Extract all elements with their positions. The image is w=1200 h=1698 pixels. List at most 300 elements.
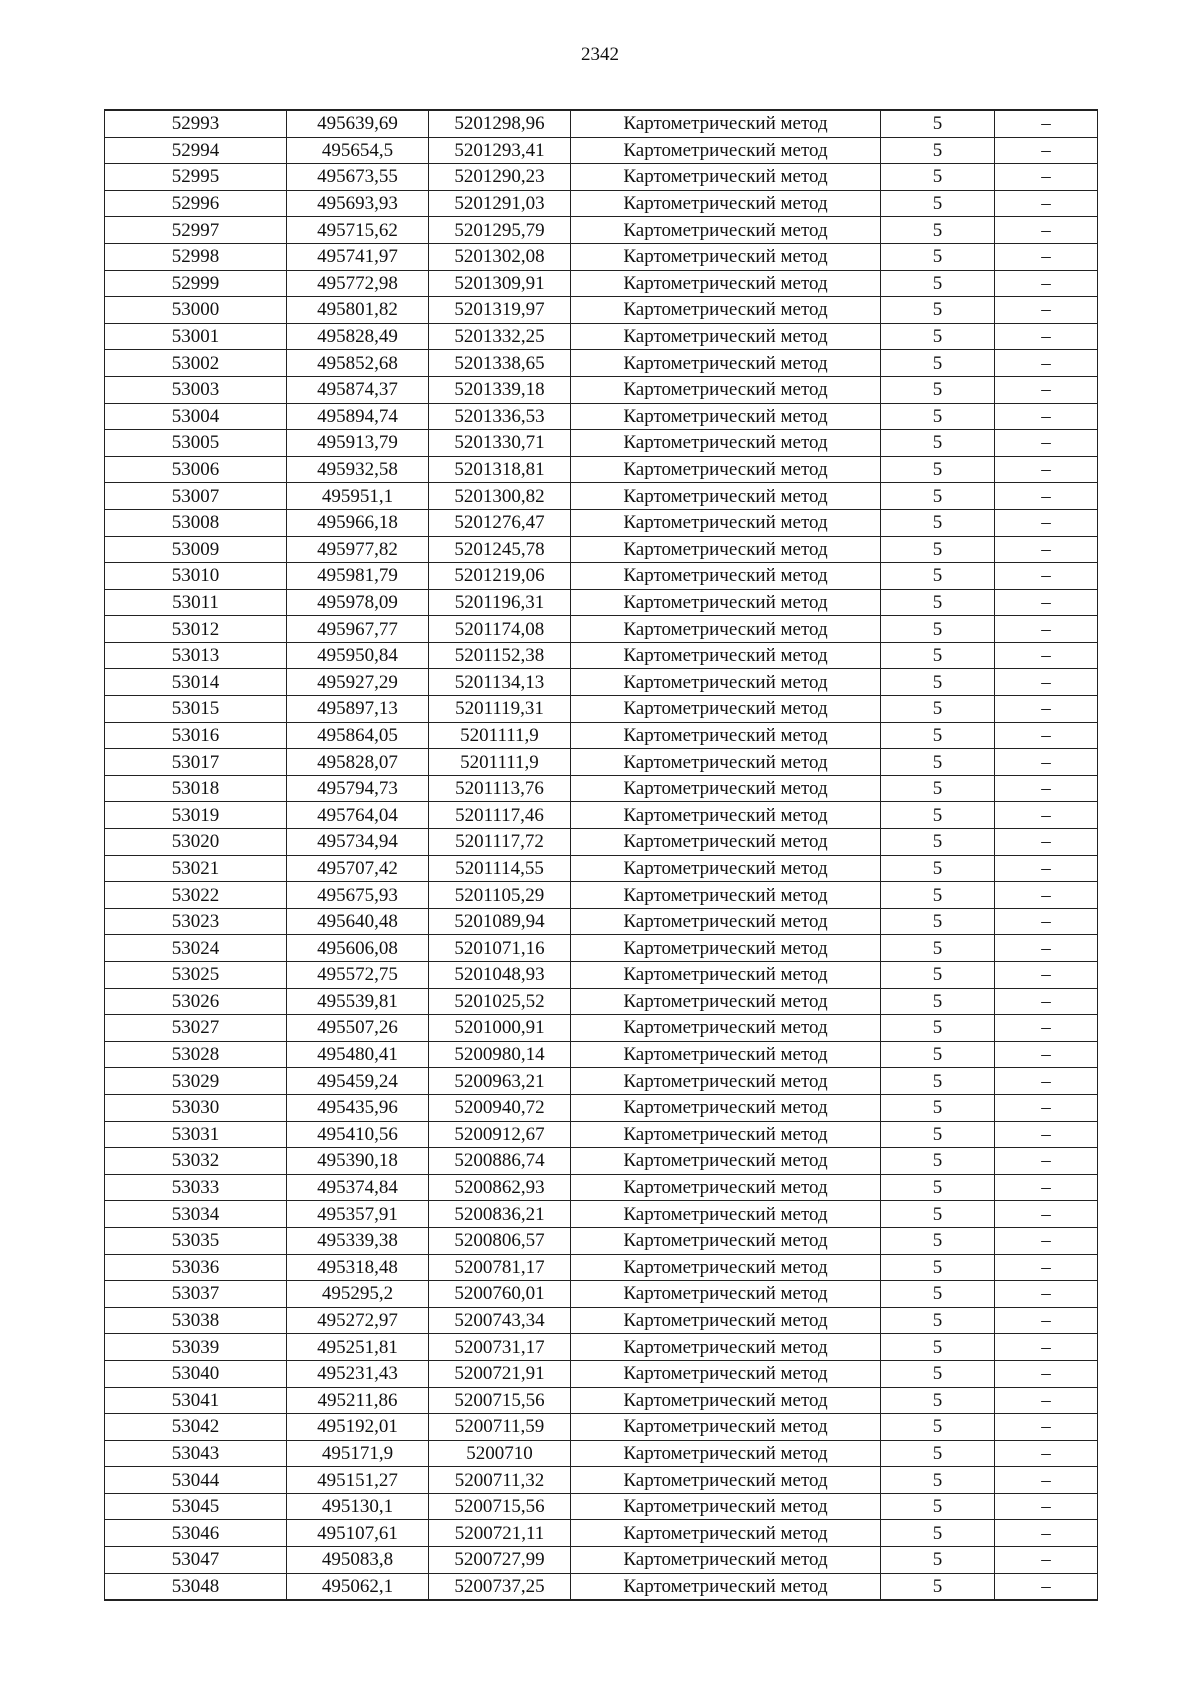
x-coordinate-cell: 495828,49 bbox=[287, 323, 429, 350]
accuracy-cell: 5 bbox=[881, 190, 995, 217]
y-coordinate-cell: 5201291,03 bbox=[429, 190, 571, 217]
y-coordinate-cell: 5200711,59 bbox=[429, 1414, 571, 1441]
accuracy-cell: 5 bbox=[881, 1227, 995, 1254]
x-coordinate-cell: 495927,29 bbox=[287, 669, 429, 696]
method-cell: Картометрический метод bbox=[571, 935, 881, 962]
x-coordinate-cell: 495673,55 bbox=[287, 164, 429, 191]
y-coordinate-cell: 5201134,13 bbox=[429, 669, 571, 696]
table-row bbox=[105, 1254, 1098, 1281]
note-cell: – bbox=[995, 164, 1098, 191]
point-number-cell: 53046 bbox=[105, 1520, 287, 1547]
method-cell: Картометрический метод bbox=[571, 696, 881, 723]
note-cell: – bbox=[995, 1387, 1098, 1414]
accuracy-cell: 5 bbox=[881, 483, 995, 510]
y-coordinate-cell: 5201245,78 bbox=[429, 536, 571, 563]
method-cell: Картометрический метод bbox=[571, 323, 881, 350]
table-row bbox=[105, 1041, 1098, 1068]
accuracy-cell: 5 bbox=[881, 962, 995, 989]
point-number-cell: 53016 bbox=[105, 722, 287, 749]
y-coordinate-cell: 5201318,81 bbox=[429, 456, 571, 483]
method-cell: Картометрический метод bbox=[571, 1041, 881, 1068]
y-coordinate-cell: 5201336,53 bbox=[429, 403, 571, 430]
table-row bbox=[105, 350, 1098, 377]
x-coordinate-cell: 495572,75 bbox=[287, 962, 429, 989]
note-cell: – bbox=[995, 1520, 1098, 1547]
note-cell: – bbox=[995, 217, 1098, 244]
point-number-cell: 53039 bbox=[105, 1334, 287, 1361]
note-cell: – bbox=[995, 829, 1098, 856]
method-cell: Картометрический метод bbox=[571, 855, 881, 882]
note-cell: – bbox=[995, 642, 1098, 669]
x-coordinate-cell: 495967,77 bbox=[287, 616, 429, 643]
y-coordinate-cell: 5201105,29 bbox=[429, 882, 571, 909]
accuracy-cell: 5 bbox=[881, 1148, 995, 1175]
accuracy-cell: 5 bbox=[881, 802, 995, 829]
note-cell: – bbox=[995, 350, 1098, 377]
method-cell: Картометрический метод bbox=[571, 137, 881, 164]
point-number-cell: 53047 bbox=[105, 1547, 287, 1574]
x-coordinate-cell: 495894,74 bbox=[287, 403, 429, 430]
table-row bbox=[105, 110, 1098, 137]
x-coordinate-cell: 495435,96 bbox=[287, 1094, 429, 1121]
method-cell: Картометрический метод bbox=[571, 1493, 881, 1520]
table-row bbox=[105, 1201, 1098, 1228]
method-cell: Картометрический метод bbox=[571, 1334, 881, 1361]
accuracy-cell: 5 bbox=[881, 882, 995, 909]
accuracy-cell: 5 bbox=[881, 1547, 995, 1574]
y-coordinate-cell: 5201196,31 bbox=[429, 589, 571, 616]
y-coordinate-cell: 5201152,38 bbox=[429, 642, 571, 669]
point-number-cell: 53005 bbox=[105, 430, 287, 457]
y-coordinate-cell: 5201174,08 bbox=[429, 616, 571, 643]
method-cell: Картометрический метод bbox=[571, 1281, 881, 1308]
accuracy-cell: 5 bbox=[881, 1254, 995, 1281]
method-cell: Картометрический метод bbox=[571, 536, 881, 563]
point-number-cell: 53010 bbox=[105, 563, 287, 590]
y-coordinate-cell: 5201048,93 bbox=[429, 962, 571, 989]
accuracy-cell: 5 bbox=[881, 217, 995, 244]
table-row bbox=[105, 1334, 1098, 1361]
accuracy-cell: 5 bbox=[881, 1094, 995, 1121]
accuracy-cell: 5 bbox=[881, 775, 995, 802]
x-coordinate-cell: 495251,81 bbox=[287, 1334, 429, 1361]
y-coordinate-cell: 5200806,57 bbox=[429, 1227, 571, 1254]
note-cell: – bbox=[995, 297, 1098, 324]
y-coordinate-cell: 5201117,46 bbox=[429, 802, 571, 829]
accuracy-cell: 5 bbox=[881, 1041, 995, 1068]
table-row bbox=[105, 297, 1098, 324]
x-coordinate-cell: 495211,86 bbox=[287, 1387, 429, 1414]
method-cell: Картометрический метод bbox=[571, 1387, 881, 1414]
point-number-cell: 53014 bbox=[105, 669, 287, 696]
y-coordinate-cell: 5201089,94 bbox=[429, 908, 571, 935]
x-coordinate-cell: 495640,48 bbox=[287, 908, 429, 935]
method-cell: Картометрический метод bbox=[571, 376, 881, 403]
table-row bbox=[105, 270, 1098, 297]
x-coordinate-cell: 495897,13 bbox=[287, 696, 429, 723]
note-cell: – bbox=[995, 1015, 1098, 1042]
accuracy-cell: 5 bbox=[881, 988, 995, 1015]
x-coordinate-cell: 495192,01 bbox=[287, 1414, 429, 1441]
note-cell: – bbox=[995, 1227, 1098, 1254]
y-coordinate-cell: 5201295,79 bbox=[429, 217, 571, 244]
accuracy-cell: 5 bbox=[881, 243, 995, 270]
accuracy-cell: 5 bbox=[881, 669, 995, 696]
y-coordinate-cell: 5201111,9 bbox=[429, 749, 571, 776]
table-row bbox=[105, 1148, 1098, 1175]
y-coordinate-cell: 5201332,25 bbox=[429, 323, 571, 350]
y-coordinate-cell: 5201330,71 bbox=[429, 430, 571, 457]
point-number-cell: 53045 bbox=[105, 1493, 287, 1520]
table-row bbox=[105, 1281, 1098, 1308]
method-cell: Картометрический метод bbox=[571, 1547, 881, 1574]
y-coordinate-cell: 5200980,14 bbox=[429, 1041, 571, 1068]
table-row bbox=[105, 1174, 1098, 1201]
table-row bbox=[105, 323, 1098, 350]
note-cell: – bbox=[995, 1068, 1098, 1095]
accuracy-cell: 5 bbox=[881, 616, 995, 643]
accuracy-cell: 5 bbox=[881, 1360, 995, 1387]
method-cell: Картометрический метод bbox=[571, 962, 881, 989]
x-coordinate-cell: 495459,24 bbox=[287, 1068, 429, 1095]
table-row bbox=[105, 376, 1098, 403]
accuracy-cell: 5 bbox=[881, 696, 995, 723]
x-coordinate-cell: 495852,68 bbox=[287, 350, 429, 377]
accuracy-cell: 5 bbox=[881, 1440, 995, 1467]
point-number-cell: 52997 bbox=[105, 217, 287, 244]
method-cell: Картометрический метод bbox=[571, 722, 881, 749]
y-coordinate-cell: 5200781,17 bbox=[429, 1254, 571, 1281]
x-coordinate-cell: 495741,97 bbox=[287, 243, 429, 270]
method-cell: Картометрический метод bbox=[571, 829, 881, 856]
x-coordinate-cell: 495932,58 bbox=[287, 456, 429, 483]
method-cell: Картометрический метод bbox=[571, 243, 881, 270]
y-coordinate-cell: 5201219,06 bbox=[429, 563, 571, 590]
point-number-cell: 53023 bbox=[105, 908, 287, 935]
table-row bbox=[105, 137, 1098, 164]
x-coordinate-cell: 495794,73 bbox=[287, 775, 429, 802]
table-row bbox=[105, 430, 1098, 457]
table-row bbox=[105, 403, 1098, 430]
point-number-cell: 53000 bbox=[105, 297, 287, 324]
note-cell: – bbox=[995, 1148, 1098, 1175]
accuracy-cell: 5 bbox=[881, 749, 995, 776]
x-coordinate-cell: 495864,05 bbox=[287, 722, 429, 749]
method-cell: Картометрический метод bbox=[571, 297, 881, 324]
point-number-cell: 53008 bbox=[105, 509, 287, 536]
accuracy-cell: 5 bbox=[881, 1573, 995, 1600]
method-cell: Картометрический метод bbox=[571, 403, 881, 430]
method-cell: Картометрический метод bbox=[571, 217, 881, 244]
point-number-cell: 53040 bbox=[105, 1360, 287, 1387]
accuracy-cell: 5 bbox=[881, 164, 995, 191]
y-coordinate-cell: 5200710 bbox=[429, 1440, 571, 1467]
point-number-cell: 53026 bbox=[105, 988, 287, 1015]
note-cell: – bbox=[995, 110, 1098, 137]
note-cell: – bbox=[995, 403, 1098, 430]
accuracy-cell: 5 bbox=[881, 509, 995, 536]
note-cell: – bbox=[995, 1094, 1098, 1121]
method-cell: Картометрический метод bbox=[571, 1440, 881, 1467]
accuracy-cell: 5 bbox=[881, 137, 995, 164]
y-coordinate-cell: 5201114,55 bbox=[429, 855, 571, 882]
y-coordinate-cell: 5201276,47 bbox=[429, 509, 571, 536]
method-cell: Картометрический метод bbox=[571, 1254, 881, 1281]
table-row bbox=[105, 1467, 1098, 1494]
y-coordinate-cell: 5200727,99 bbox=[429, 1547, 571, 1574]
point-number-cell: 53037 bbox=[105, 1281, 287, 1308]
method-cell: Картометрический метод bbox=[571, 1015, 881, 1042]
note-cell: – bbox=[995, 1201, 1098, 1228]
point-number-cell: 53012 bbox=[105, 616, 287, 643]
note-cell: – bbox=[995, 509, 1098, 536]
note-cell: – bbox=[995, 589, 1098, 616]
accuracy-cell: 5 bbox=[881, 350, 995, 377]
x-coordinate-cell: 495410,56 bbox=[287, 1121, 429, 1148]
table-row bbox=[105, 642, 1098, 669]
x-coordinate-cell: 495693,93 bbox=[287, 190, 429, 217]
method-cell: Картометрический метод bbox=[571, 164, 881, 191]
note-cell: – bbox=[995, 1121, 1098, 1148]
x-coordinate-cell: 495981,79 bbox=[287, 563, 429, 590]
table-row bbox=[105, 1440, 1098, 1467]
note-cell: – bbox=[995, 270, 1098, 297]
method-cell: Картометрический метод bbox=[571, 1227, 881, 1254]
point-number-cell: 53036 bbox=[105, 1254, 287, 1281]
method-cell: Картометрический метод bbox=[571, 483, 881, 510]
y-coordinate-cell: 5201293,41 bbox=[429, 137, 571, 164]
table-row bbox=[105, 1547, 1098, 1574]
point-number-cell: 53002 bbox=[105, 350, 287, 377]
table-row bbox=[105, 483, 1098, 510]
method-cell: Картометрический метод bbox=[571, 1360, 881, 1387]
note-cell: – bbox=[995, 988, 1098, 1015]
accuracy-cell: 5 bbox=[881, 536, 995, 563]
method-cell: Картометрический метод bbox=[571, 1573, 881, 1600]
point-number-cell: 53015 bbox=[105, 696, 287, 723]
method-cell: Картометрический метод bbox=[571, 882, 881, 909]
point-number-cell: 53001 bbox=[105, 323, 287, 350]
method-cell: Картометрический метод bbox=[571, 110, 881, 137]
accuracy-cell: 5 bbox=[881, 403, 995, 430]
method-cell: Картометрический метод bbox=[571, 1121, 881, 1148]
y-coordinate-cell: 5201025,52 bbox=[429, 988, 571, 1015]
note-cell: – bbox=[995, 376, 1098, 403]
accuracy-cell: 5 bbox=[881, 1414, 995, 1441]
note-cell: – bbox=[995, 190, 1098, 217]
table-row bbox=[105, 1227, 1098, 1254]
x-coordinate-cell: 495083,8 bbox=[287, 1547, 429, 1574]
point-number-cell: 53028 bbox=[105, 1041, 287, 1068]
accuracy-cell: 5 bbox=[881, 376, 995, 403]
x-coordinate-cell: 495151,27 bbox=[287, 1467, 429, 1494]
x-coordinate-cell: 495107,61 bbox=[287, 1520, 429, 1547]
method-cell: Картометрический метод bbox=[571, 190, 881, 217]
note-cell: – bbox=[995, 749, 1098, 776]
table-row bbox=[105, 616, 1098, 643]
table-row bbox=[105, 1573, 1098, 1600]
note-cell: – bbox=[995, 1041, 1098, 1068]
x-coordinate-cell: 495675,93 bbox=[287, 882, 429, 909]
coordinates-table bbox=[104, 109, 1098, 1601]
x-coordinate-cell: 495374,84 bbox=[287, 1174, 429, 1201]
table-row bbox=[105, 509, 1098, 536]
y-coordinate-cell: 5201309,91 bbox=[429, 270, 571, 297]
x-coordinate-cell: 495734,94 bbox=[287, 829, 429, 856]
method-cell: Картометрический метод bbox=[571, 350, 881, 377]
y-coordinate-cell: 5201117,72 bbox=[429, 829, 571, 856]
point-number-cell: 53038 bbox=[105, 1307, 287, 1334]
x-coordinate-cell: 495318,48 bbox=[287, 1254, 429, 1281]
y-coordinate-cell: 5200721,11 bbox=[429, 1520, 571, 1547]
y-coordinate-cell: 5200760,01 bbox=[429, 1281, 571, 1308]
note-cell: – bbox=[995, 935, 1098, 962]
note-cell: – bbox=[995, 1307, 1098, 1334]
x-coordinate-cell: 495507,26 bbox=[287, 1015, 429, 1042]
y-coordinate-cell: 5201302,08 bbox=[429, 243, 571, 270]
point-number-cell: 53011 bbox=[105, 589, 287, 616]
accuracy-cell: 5 bbox=[881, 270, 995, 297]
point-number-cell: 53031 bbox=[105, 1121, 287, 1148]
point-number-cell: 53043 bbox=[105, 1440, 287, 1467]
y-coordinate-cell: 5200940,72 bbox=[429, 1094, 571, 1121]
y-coordinate-cell: 5201298,96 bbox=[429, 110, 571, 137]
table-row bbox=[105, 563, 1098, 590]
method-cell: Картометрический метод bbox=[571, 1414, 881, 1441]
note-cell: – bbox=[995, 1573, 1098, 1600]
y-coordinate-cell: 5201119,31 bbox=[429, 696, 571, 723]
accuracy-cell: 5 bbox=[881, 323, 995, 350]
table-row bbox=[105, 217, 1098, 244]
accuracy-cell: 5 bbox=[881, 1281, 995, 1308]
note-cell: – bbox=[995, 1254, 1098, 1281]
accuracy-cell: 5 bbox=[881, 1467, 995, 1494]
y-coordinate-cell: 5201000,91 bbox=[429, 1015, 571, 1042]
note-cell: – bbox=[995, 722, 1098, 749]
note-cell: – bbox=[995, 855, 1098, 882]
y-coordinate-cell: 5201111,9 bbox=[429, 722, 571, 749]
accuracy-cell: 5 bbox=[881, 430, 995, 457]
table-row bbox=[105, 1121, 1098, 1148]
table-row bbox=[105, 1068, 1098, 1095]
method-cell: Картометрический метод bbox=[571, 749, 881, 776]
method-cell: Картометрический метод bbox=[571, 1148, 881, 1175]
method-cell: Картометрический метод bbox=[571, 456, 881, 483]
point-number-cell: 53022 bbox=[105, 882, 287, 909]
x-coordinate-cell: 495801,82 bbox=[287, 297, 429, 324]
note-cell: – bbox=[995, 1493, 1098, 1520]
note-cell: – bbox=[995, 1414, 1098, 1441]
table-row bbox=[105, 1493, 1098, 1520]
accuracy-cell: 5 bbox=[881, 829, 995, 856]
note-cell: – bbox=[995, 1281, 1098, 1308]
x-coordinate-cell: 495231,43 bbox=[287, 1360, 429, 1387]
note-cell: – bbox=[995, 802, 1098, 829]
x-coordinate-cell: 495707,42 bbox=[287, 855, 429, 882]
accuracy-cell: 5 bbox=[881, 1520, 995, 1547]
y-coordinate-cell: 5200715,56 bbox=[429, 1387, 571, 1414]
note-cell: – bbox=[995, 430, 1098, 457]
note-cell: – bbox=[995, 536, 1098, 563]
y-coordinate-cell: 5200721,91 bbox=[429, 1360, 571, 1387]
accuracy-cell: 5 bbox=[881, 297, 995, 324]
point-number-cell: 53017 bbox=[105, 749, 287, 776]
method-cell: Картометрический метод bbox=[571, 589, 881, 616]
point-number-cell: 53033 bbox=[105, 1174, 287, 1201]
note-cell: – bbox=[995, 563, 1098, 590]
x-coordinate-cell: 495977,82 bbox=[287, 536, 429, 563]
accuracy-cell: 5 bbox=[881, 456, 995, 483]
note-cell: – bbox=[995, 696, 1098, 723]
method-cell: Картометрический метод bbox=[571, 1094, 881, 1121]
note-cell: – bbox=[995, 1440, 1098, 1467]
note-cell: – bbox=[995, 1360, 1098, 1387]
accuracy-cell: 5 bbox=[881, 1493, 995, 1520]
table-row bbox=[105, 855, 1098, 882]
note-cell: – bbox=[995, 1467, 1098, 1494]
x-coordinate-cell: 495828,07 bbox=[287, 749, 429, 776]
accuracy-cell: 5 bbox=[881, 1174, 995, 1201]
point-number-cell: 53004 bbox=[105, 403, 287, 430]
x-coordinate-cell: 495390,18 bbox=[287, 1148, 429, 1175]
accuracy-cell: 5 bbox=[881, 642, 995, 669]
note-cell: – bbox=[995, 1547, 1098, 1574]
note-cell: – bbox=[995, 962, 1098, 989]
point-number-cell: 52993 bbox=[105, 110, 287, 137]
accuracy-cell: 5 bbox=[881, 1201, 995, 1228]
table-row bbox=[105, 164, 1098, 191]
note-cell: – bbox=[995, 243, 1098, 270]
x-coordinate-cell: 495950,84 bbox=[287, 642, 429, 669]
table-row bbox=[105, 908, 1098, 935]
accuracy-cell: 5 bbox=[881, 855, 995, 882]
note-cell: – bbox=[995, 775, 1098, 802]
table-row bbox=[105, 696, 1098, 723]
accuracy-cell: 5 bbox=[881, 1307, 995, 1334]
point-number-cell: 52999 bbox=[105, 270, 287, 297]
accuracy-cell: 5 bbox=[881, 722, 995, 749]
accuracy-cell: 5 bbox=[881, 110, 995, 137]
x-coordinate-cell: 495606,08 bbox=[287, 935, 429, 962]
note-cell: – bbox=[995, 137, 1098, 164]
point-number-cell: 53021 bbox=[105, 855, 287, 882]
x-coordinate-cell: 495966,18 bbox=[287, 509, 429, 536]
y-coordinate-cell: 5201300,82 bbox=[429, 483, 571, 510]
point-number-cell: 53003 bbox=[105, 376, 287, 403]
x-coordinate-cell: 495272,97 bbox=[287, 1307, 429, 1334]
method-cell: Картометрический метод bbox=[571, 775, 881, 802]
point-number-cell: 53029 bbox=[105, 1068, 287, 1095]
method-cell: Картометрический метод bbox=[571, 270, 881, 297]
point-number-cell: 53019 bbox=[105, 802, 287, 829]
table-row bbox=[105, 536, 1098, 563]
x-coordinate-cell: 495978,09 bbox=[287, 589, 429, 616]
note-cell: – bbox=[995, 1334, 1098, 1361]
table-row bbox=[105, 775, 1098, 802]
method-cell: Картометрический метод bbox=[571, 1307, 881, 1334]
accuracy-cell: 5 bbox=[881, 908, 995, 935]
point-number-cell: 53020 bbox=[105, 829, 287, 856]
table-row bbox=[105, 962, 1098, 989]
method-cell: Картометрический метод bbox=[571, 1068, 881, 1095]
point-number-cell: 52995 bbox=[105, 164, 287, 191]
table-row bbox=[105, 935, 1098, 962]
accuracy-cell: 5 bbox=[881, 1068, 995, 1095]
note-cell: – bbox=[995, 669, 1098, 696]
method-cell: Картометрический метод bbox=[571, 669, 881, 696]
point-number-cell: 52998 bbox=[105, 243, 287, 270]
x-coordinate-cell: 495913,79 bbox=[287, 430, 429, 457]
